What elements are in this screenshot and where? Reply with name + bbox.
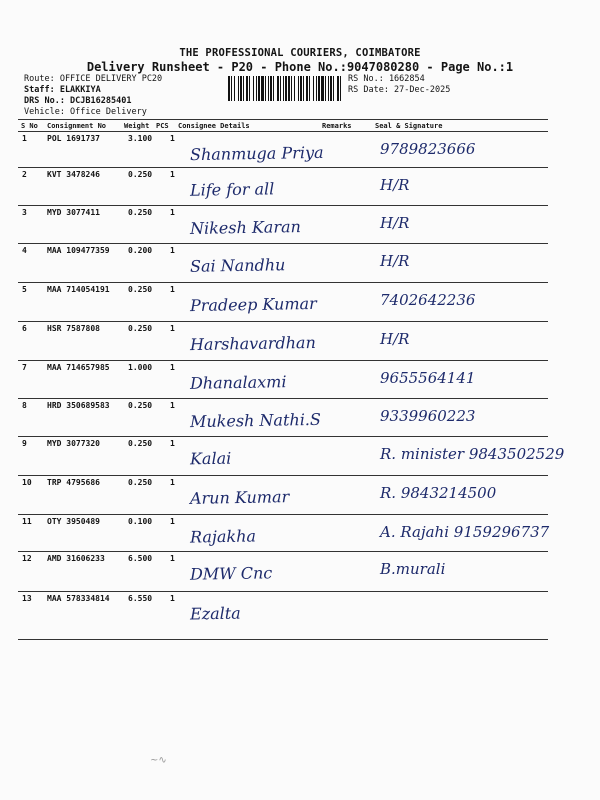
consignee-handwriting: Dhanalaxmi [189,372,287,393]
table-row [0,399,600,437]
consignee-handwriting: Sai Nandhu [189,255,286,276]
barcode-bar [309,76,310,101]
col-weight: Weight [124,122,150,130]
col-pcs: PCS [156,122,169,130]
consignee-handwriting: Life for all [189,179,275,200]
seal-signature-handwriting: R. 9843214500 [380,484,497,502]
row-sno: 1 [22,134,27,143]
seal-signature-handwriting: R. minister 9843502529 [380,445,565,463]
row-sno: 6 [22,324,27,333]
table-row [0,552,600,592]
barcode-bar [277,76,279,101]
barcode-bar [234,76,235,101]
row-weight: 0.250 [128,170,153,179]
company-title: THE PROFESSIONAL COURIERS, COIMBATORE [179,47,421,59]
row-pcs: 1 [170,246,175,255]
barcode-bar [313,76,314,101]
row-pcs: 1 [170,439,175,448]
seal-signature-handwriting: A. Rajahi 9159296737 [380,523,550,541]
col-consignee: Consignee Details [178,122,250,130]
row-sno: 4 [22,246,27,255]
row-consignment-no: MYD 3077320 [47,439,100,448]
table-row [0,437,600,476]
col-consignment: Consignment No [47,122,107,130]
barcode-bar [294,76,295,101]
barcode-bar [325,76,326,101]
row-sno: 7 [22,363,27,372]
row-weight: 0.250 [128,401,153,410]
row-pcs: 1 [170,324,175,333]
row-weight: 0.250 [128,285,153,294]
row-consignment-no: HSR 7587808 [47,324,100,333]
barcode-bar [300,76,302,101]
runsheet-subtitle: Delivery Runsheet - P20 - Phone No.:9047080280 - Page No.:1 [86,60,514,74]
row-consignment-no: POL 1691737 [47,134,100,143]
barcode-bar [280,76,281,101]
row-sno: 8 [22,401,27,410]
consignee-handwriting: Rajakha [189,526,257,547]
row-sno: 3 [22,208,27,217]
row-sno: 9 [22,439,27,448]
seal-signature-handwriting: 9339960223 [380,407,476,425]
consignee-handwriting: Mukesh Nathi.S [189,409,322,432]
barcode-bar [258,76,260,101]
seal-signature-handwriting: 9655564141 [380,369,476,387]
row-pcs: 1 [170,170,175,179]
seal-signature-handwriting: 7402642236 [380,291,476,309]
table-row [0,322,600,361]
row-consignment-no: MAA 578334814 [47,594,110,603]
barcode-bar [256,76,257,101]
col-remarks: Remarks [322,122,352,130]
row-weight: 0.250 [128,324,153,333]
consignee-handwriting: Pradeep Kumar [189,293,317,316]
row-pcs: 1 [170,478,175,487]
row-weight: 0.200 [128,246,153,255]
barcode-bar [238,76,239,101]
row-consignment-no: MAA 109477359 [47,246,110,255]
route: Route: OFFICE DELIVERY PC20 [24,74,163,84]
barcode-bar [321,76,324,101]
consignee-handwriting: Arun Kumar [189,487,290,508]
drs-number: DRS No.: DCJB16285401 [24,96,132,106]
row-weight: 0.100 [128,517,153,526]
header-top-rule [18,119,548,120]
consignee-handwriting: Ezalta [189,603,241,624]
rs-info [348,74,450,96]
row-consignment-no: KVT 3478246 [47,170,100,179]
barcode-bar [291,76,292,101]
barcode-bar [265,76,266,101]
consignee-handwriting: Kalai [189,448,232,469]
barcode-bar [318,76,320,101]
barcode-bar [249,76,250,101]
row-weight: 0.250 [128,208,153,217]
row-sno: 10 [22,478,32,487]
row-pcs: 1 [170,594,175,603]
row-pcs: 1 [170,285,175,294]
row-consignment-no: OTY 3950489 [47,517,100,526]
row-sno: 13 [22,594,32,603]
barcode-bar [316,76,317,101]
barcode-bar [240,76,242,101]
barcode-bar [283,76,284,101]
table-row [0,244,600,283]
route-info [24,74,162,118]
row-weight: 3.100 [128,134,153,143]
table-row [0,168,600,206]
seal-signature-handwriting: H/R [380,214,410,232]
barcode-bar [333,76,334,101]
row-sno: 5 [22,285,27,294]
barcode-bar [228,76,230,101]
col-seal: Seal & Signature [375,122,443,130]
row-pcs: 1 [170,517,175,526]
barcode-bar [298,76,299,101]
row-weight: 0.250 [128,439,153,448]
barcode-bar [231,76,232,101]
barcode-bar [273,76,274,101]
row-sno: 2 [22,170,27,179]
table-row [0,283,600,322]
row-consignment-no: TRP 4795686 [47,478,100,487]
row-consignment-no: AMD 31606233 [47,554,105,563]
consignee-handwriting: Harshavardhan [189,332,316,355]
row-pcs: 1 [170,554,175,563]
barcode [228,76,342,101]
staff: Staff: ELAKKIYA [24,85,101,95]
col-sno: S No [21,122,38,130]
row-pcs: 1 [170,208,175,217]
row-sno: 12 [22,554,32,563]
consignee-handwriting: DMW Cnc [189,563,273,584]
barcode-bar [337,76,339,101]
seal-signature-handwriting: 9789823666 [380,140,476,158]
barcode-bar [243,76,244,101]
row-consignment-no: MAA 714054191 [47,285,110,294]
seal-signature-handwriting: H/R [380,330,410,348]
row-sno: 11 [22,517,32,526]
row-weight: 6.500 [128,554,153,563]
barcode-bar [340,76,341,101]
rs-number: RS No.: 1662854 [348,74,425,84]
barcode-bar [261,76,264,101]
scribble-mark: ~∿ [150,755,167,766]
table-row [0,206,600,244]
seal-signature-handwriting: H/R [380,176,410,194]
row-consignment-no: HRD 350689583 [47,401,110,410]
consignee-handwriting: Nikesh Karan [189,217,302,238]
vehicle: Vehicle: Office Delivery [24,107,147,117]
row-consignment-no: MYD 3077411 [47,208,100,217]
seal-signature-handwriting: H/R [380,252,410,270]
row-weight: 0.250 [128,478,153,487]
table-row [0,515,600,552]
barcode-bar [288,76,290,101]
consignee-handwriting: Shanmuga Priya [189,142,324,165]
barcode-bar [306,76,308,101]
row-pcs: 1 [170,134,175,143]
row-pcs: 1 [170,363,175,372]
barcode-bar [253,76,254,101]
table-row [0,361,600,399]
table-row [0,476,600,515]
row-rule [18,639,548,640]
row-pcs: 1 [170,401,175,410]
barcode-bar [328,76,329,101]
rs-date: RS Date: 27-Dec-2025 [348,85,451,95]
barcode-bar [268,76,269,101]
row-weight: 1.000 [128,363,153,372]
table-row [0,132,600,168]
barcode-bar [303,76,304,101]
seal-signature-handwriting: B.murali [380,560,446,578]
barcode-bar [246,76,248,101]
row-weight: 6.550 [128,594,153,603]
table-row [0,592,600,640]
barcode-bar [285,76,287,101]
barcode-bar [270,76,272,101]
barcode-bar [330,76,332,101]
row-consignment-no: MAA 714657985 [47,363,110,372]
